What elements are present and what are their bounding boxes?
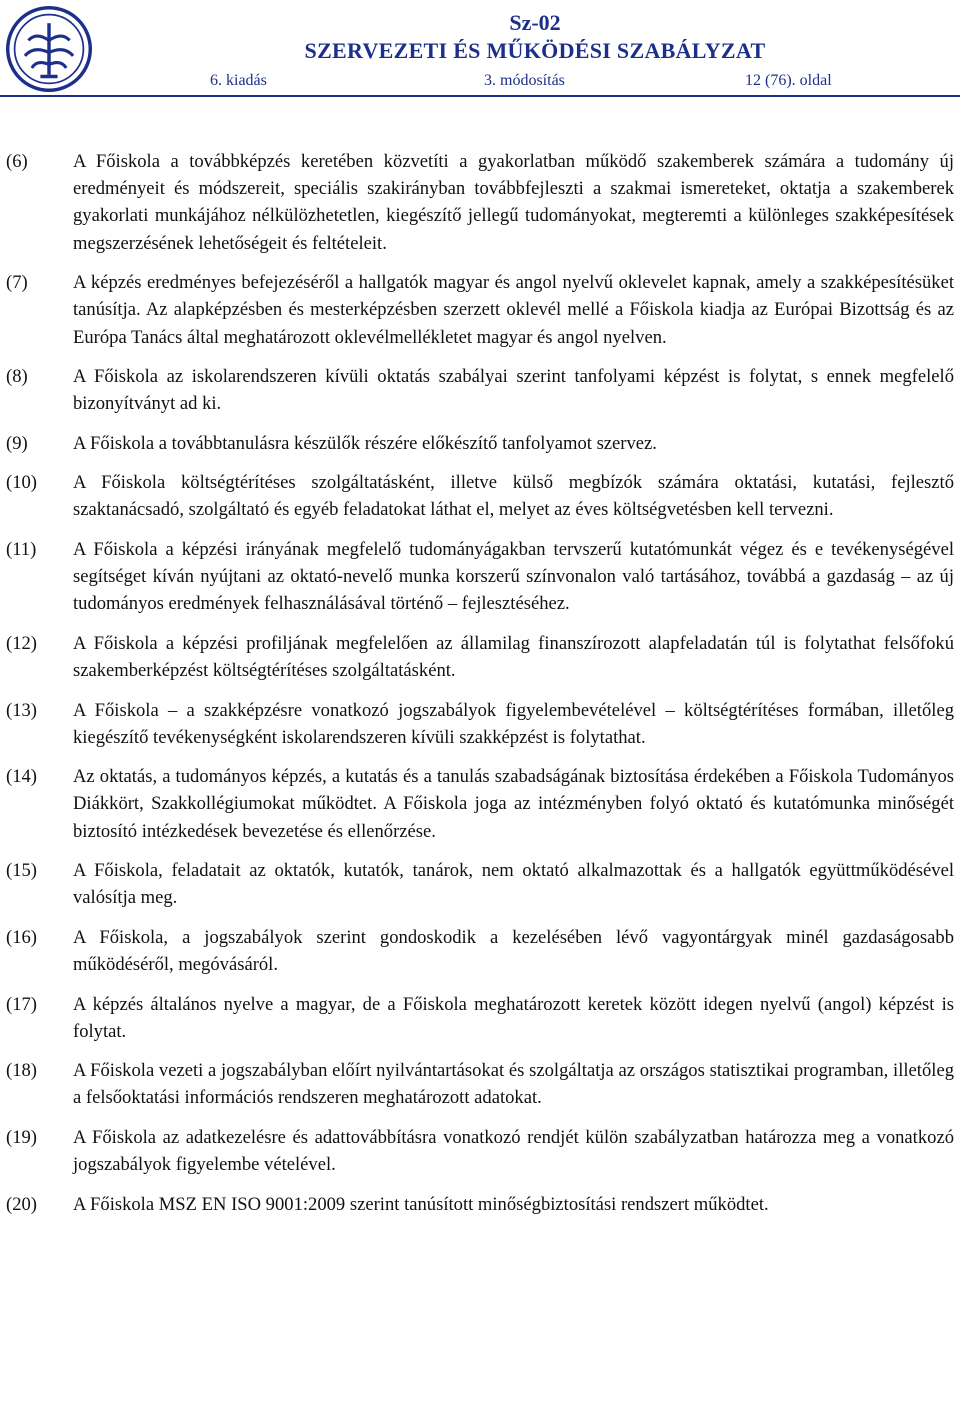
paragraph bbox=[6, 469, 954, 523]
edition-label: 6. kiadás bbox=[210, 72, 267, 89]
paragraph bbox=[6, 857, 954, 911]
document-title: SZERVEZETI ÉS MŰKÖDÉSI SZABÁLYZAT bbox=[304, 38, 766, 63]
header-divider bbox=[0, 95, 960, 97]
paragraph bbox=[6, 1191, 954, 1218]
document-body bbox=[6, 148, 954, 1230]
paragraph-number: (13) bbox=[6, 699, 37, 721]
paragraph-text: A Főiskola költségtérítéses szolgáltatásként, illetve külső megbízók számára oktatási, kutatási, fejlesztő szaktanácsadó, szolgáltató és egyéb feladatokat láthat el, melyet az éves költségvetésben kell tervezni. bbox=[73, 472, 954, 521]
paragraph-number: (8) bbox=[6, 366, 28, 388]
document-code: Sz-02 bbox=[509, 10, 561, 35]
paragraph-number: (7) bbox=[6, 272, 28, 294]
paragraph-number: (16) bbox=[6, 926, 37, 948]
paragraph-text: A Főiskola vezeti a jogszabályban előírt nyilvántartásokat és szolgáltatja az országos statisztikai programban, illetőleg a felsőoktatási információs rendszeren meghatározott adatokat. bbox=[73, 1060, 954, 1109]
paragraph-text: A képzés általános nyelve a magyar, de a Főiskola meghatározott keretek között idegen nyelvű (angol) képzést is folytat. bbox=[73, 993, 954, 1042]
paragraph bbox=[6, 269, 954, 351]
paragraph-number: (15) bbox=[6, 860, 37, 882]
paragraph-number: (14) bbox=[6, 766, 37, 788]
paragraph bbox=[6, 991, 954, 1045]
paragraph-number: (9) bbox=[6, 432, 28, 454]
paragraph bbox=[6, 763, 954, 845]
paragraph-number: (11) bbox=[6, 538, 37, 560]
page-header bbox=[0, 0, 960, 100]
page-number: 12 (76). oldal bbox=[745, 72, 832, 89]
paragraph bbox=[6, 1057, 954, 1111]
paragraph-number: (18) bbox=[6, 1060, 37, 1082]
paragraph-text: A Főiskola a továbbképzés keretében közvetíti a gyakorlatban működő szakemberek számára a tudomány új eredményeit és módszereit, speciális szakirányban továbbfejleszti a szakmai ismereteket, oktatja a szakemberek gyakorlati munkájához nélkülözhetetlen, kiegészítő jellegű tudományokat, megteremti a különleges szakképesítések megszerzésének lehetőségeit és feltételeit. bbox=[73, 151, 954, 254]
paragraph-number: (12) bbox=[6, 632, 37, 654]
paragraph-text: A Főiskola, a jogszabályok szerint gondoskodik a kezelésében lévő vagyontárgyak minél gazdaságosabb működéséről, megóvásáról. bbox=[73, 926, 954, 976]
paragraph bbox=[6, 363, 954, 417]
document-meta bbox=[0, 72, 960, 94]
paragraph-number: (19) bbox=[6, 1126, 37, 1148]
revision-label: 3. módosítás bbox=[484, 72, 565, 89]
paragraph-number: (6) bbox=[6, 151, 28, 172]
paragraph-number: (20) bbox=[6, 1193, 37, 1215]
paragraph bbox=[6, 430, 954, 457]
paragraph bbox=[6, 924, 954, 978]
paragraph-text: A Főiskola a képzési profiljának megfelelően az államilag finanszírozott alapfeladatán túl is folytathat felsőfokú szakemberképzést költségtérítéses szolgáltatásként. bbox=[73, 632, 954, 682]
paragraph-text: A Főiskola MSZ EN ISO 9001:2009 szerint tanúsított minőségbiztosítási rendszert működtet. bbox=[73, 1193, 769, 1215]
paragraph-text: A Főiskola a továbbtanulásra készülők részére előkészítő tanfolyamot szervez. bbox=[73, 432, 657, 454]
paragraph-text: A Főiskola, feladatait az oktatók, kutatók, tanárok, nem oktató alkalmazottak és a hallgatók együttműködésével valósítja meg. bbox=[73, 860, 954, 909]
paragraph bbox=[6, 630, 954, 684]
paragraph-number: (17) bbox=[6, 993, 37, 1015]
paragraph-text: A Főiskola az iskolarendszeren kívüli oktatás szabályai szerint tanfolyami képzést is folytat, s ennek megfelelő bizonyítványt ad ki. bbox=[73, 366, 954, 415]
paragraph-text: A képzés eredményes befejezéséről a hallgatók magyar és angol nyelvű oklevelet kapnak, amely a szakképesítésüket tanúsítja. Az alapképzésben és mesterképzésben szerzett oklevél mellé a Főiskola kiadja az Európai Bizottság és az Európa Tanács által meghatározott oklevélmellékletet magyar és angol nyelven. bbox=[73, 272, 954, 348]
paragraph-text: Az oktatás, a tudományos képzés, a kutatás és a tanulás szabadságának biztosítása érdekében a Főiskola Tudományos Diákkört, Szakkollégiumokat működtet. A Főiskola joga az intézményben folyó oktató és kutatómunka minőségét biztosító intézkedések bevezetése és ellenőrzése. bbox=[73, 766, 954, 842]
paragraph bbox=[6, 536, 954, 618]
paragraph-text: A Főiskola az adatkezelésre és adattovábbításra vonatkozó rendjét külön szabályzatban határozza meg a vonatkozó jogszabályok figyelembe vételével. bbox=[73, 1126, 954, 1176]
paragraph-text: A Főiskola a képzési irányának megfelelő tudományágakban tervszerű kutatómunkát végez és e tevékenységével segítséget kíván nyújtani az oktató-nevelő munka korszerű színvonalon való tartásához, továbbá a gazdaság – az új tudományos eredmények felhasználásával történő – fejlesztéséhez. bbox=[73, 538, 954, 615]
paragraph-number: (10) bbox=[6, 472, 37, 494]
paragraph bbox=[6, 148, 954, 257]
paragraph bbox=[6, 697, 954, 751]
paragraph-text: A Főiskola – a szakképzésre vonatkozó jogszabályok figyelembevételével – költségtérítéses formában, illetőleg kiegészítő tevékenységként iskolarendszeren kívüli szakképzést is folytathat. bbox=[73, 699, 954, 748]
paragraph bbox=[6, 1124, 954, 1178]
